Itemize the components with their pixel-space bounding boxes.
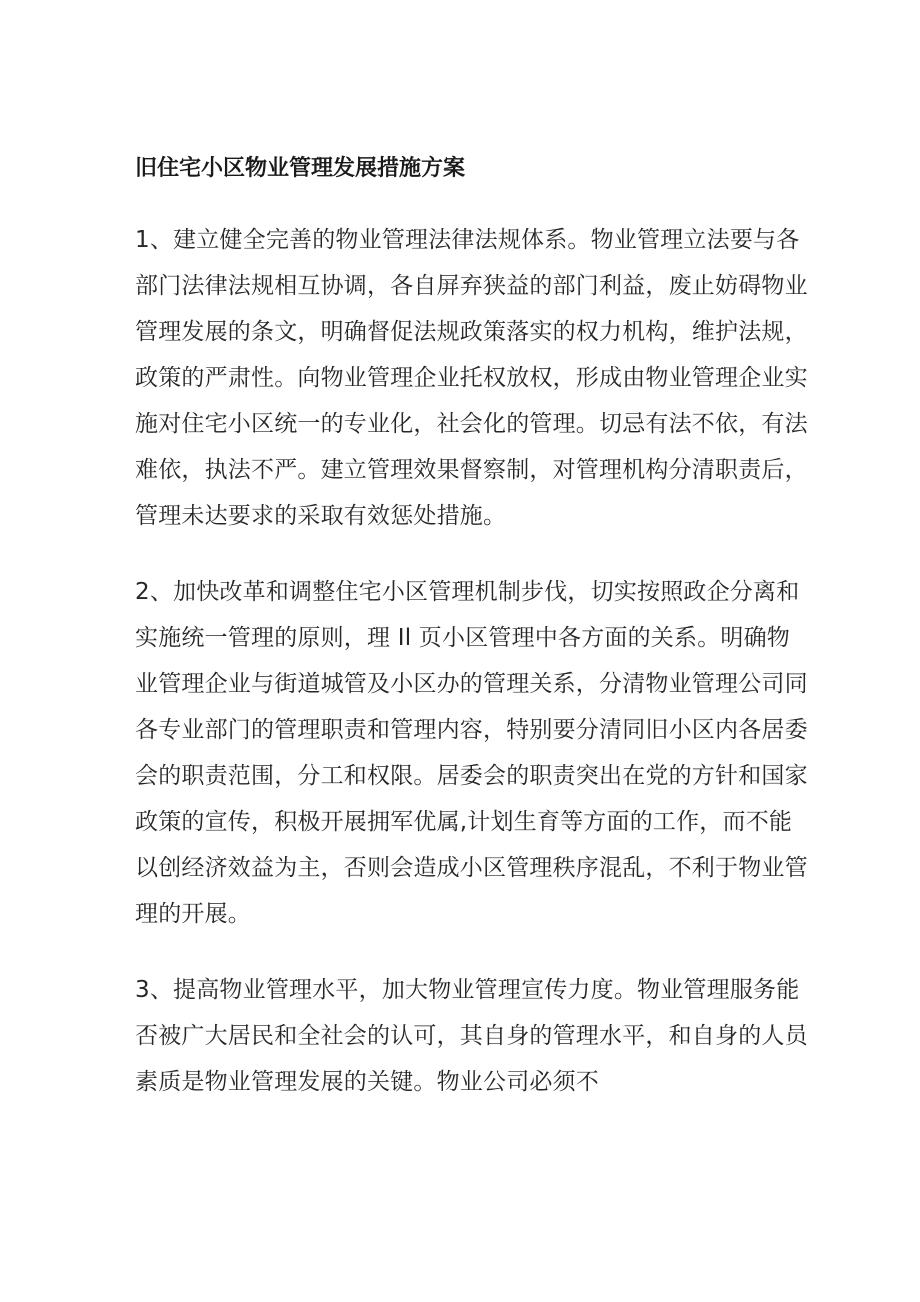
paragraph-3-line-3: 素质是物业管理发展的关键。物业公司必须不 xyxy=(135,1069,599,1095)
paragraph-2-line-3: 业管理企业与街道城管及小区办的管理关系，分清物业管理公司同 xyxy=(135,671,808,697)
paragraph-1-line-5: 施对住宅小区统一的专业化，社会化的管理。切忌有法不依，有法 xyxy=(135,411,808,437)
paragraph-1-line-6: 难依，执法不严。建立管理效果督察制，对管理机构分清职责后， xyxy=(135,457,808,483)
paragraph-1-line-3: 管理发展的条文，明确督促法规政策落实的权力机构，维护法规， xyxy=(135,319,808,345)
paragraph-1-line-2: 部门法律法规相互协调，各自屏弃狭益的部门利益，废止妨碍物业 xyxy=(135,273,808,299)
paragraph-3-line-1: 3、提高物业管理水平，加大物业管理宣传力度。物业管理服务能 xyxy=(135,977,800,1003)
paragraph-2-line-5: 会的职责范围，分工和权限。居委会的职责突出在党的方针和国家 xyxy=(135,763,808,789)
paragraph-1-line-4: 政策的严肃性。向物业管理企业托权放权，形成由物业管理企业实 xyxy=(135,365,808,391)
paragraph-3-line-2: 否被广大居民和全社会的认可，其自身的管理水平，和自身的人员 xyxy=(135,1023,808,1049)
paragraph-2-line-8: 理的开展。 xyxy=(135,901,251,927)
document-title: 旧住宅小区物业管理发展措施方案 xyxy=(135,156,466,181)
paragraph-1-line-1: 1、建立健全完善的物业管理法律法规体系。物业管理立法要与各 xyxy=(135,227,800,253)
paragraph-2-line-4: 各专业部门的管理职责和管理内容，特别要分清同旧小区内各居委 xyxy=(135,717,808,743)
paragraph-2-line-1: 2、加快改革和调整住宅小区管理机制步伐，切实按照政企分离和 xyxy=(135,579,800,605)
paragraph-2-line-7: 以创经济效益为主，否则会造成小区管理秩序混乱，不利于物业管 xyxy=(135,855,808,881)
paragraph-2-line-6: 政策的宣传，积极开展拥军优属,计划生育等方面的工作，而不能 xyxy=(135,809,793,835)
paragraph-2-line-2: 实施统一管理的原则，理 Il 页小区管理中各方面的关系。明确物 xyxy=(135,625,790,651)
paragraph-1-line-7: 管理未达要求的采取有效惩处措施。 xyxy=(135,503,507,529)
